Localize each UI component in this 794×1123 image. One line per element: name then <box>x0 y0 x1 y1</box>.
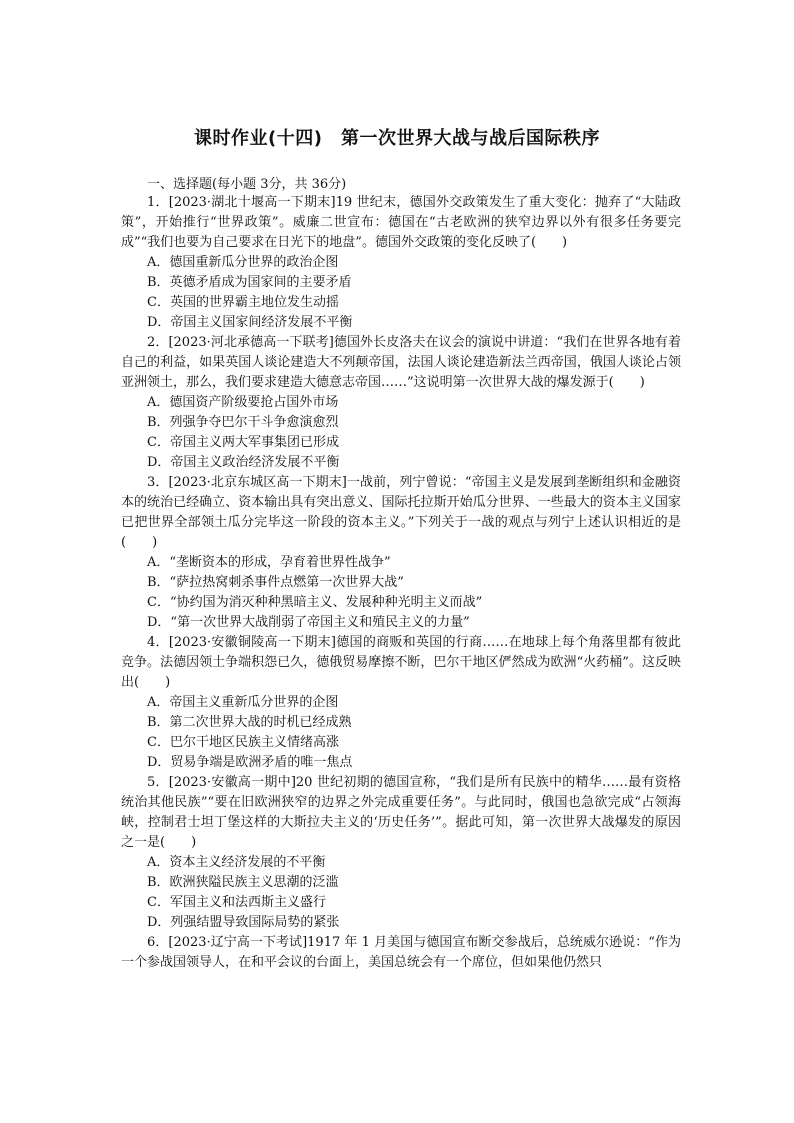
question-stem: 3．[2023·北京东城区高一下期末]一战前，列宁曾说：“帝国主义是发展到垄断组织和金融资本的统治已经确立、资本输出具有突出意义、国际托拉斯开始瓜分世界、一些最大的资本主义国家已把世界全部领土瓜分完毕这一阶段的资本主义。”下列关于一战的观点与列宁上述认识相近的是( ) <box>121 475 681 550</box>
question-stem: 2．[2023·河北承德高一下联考]德国外长皮洛夫在议会的演说中讲道：“我们在世界各地有着自己的利益，如果英国人谈论建造大不列颠帝国，法国人谈论建造新法兰西帝国，俄国人谈论占领亚洲领土，那么，我们要求建造大德意志帝国……”这说明第一次世界大战的爆发源于( ) <box>121 335 681 390</box>
option-d: D．贸易争端是欧洲矛盾的唯一焦点 <box>147 755 353 770</box>
option-b: B．“萨拉热窝刺杀事件点燃第一次世界大战” <box>147 575 404 590</box>
option-a: A．资本主义经济发展的不平衡 <box>147 855 326 870</box>
option-d: D．帝国主义国家间经济发展不平衡 <box>147 315 353 330</box>
option-b: B．欧洲狭隘民族主义思潮的泛滥 <box>147 875 339 890</box>
option-d: D．列强结盟导致国际局势的紧张 <box>147 915 340 930</box>
option-a: A．德国重新瓜分世界的政治企图 <box>147 255 339 270</box>
question-stem: 4．[2023·安徽铜陵高一下期末]德国的商贩和英国的行商……在地球上每个角落里都有彼此竞争。法德因领土争端积怨已久，德俄贸易摩擦不断，巴尔干地区俨然成为欧洲“火药桶”。这反映出( ) <box>121 635 681 690</box>
page-title: 课时作业(十四) 第一次世界大战与战后国际秩序 <box>194 128 600 149</box>
option-c: C．巴尔干地区民族主义情绪高涨 <box>147 735 339 750</box>
section-heading: 一、选择题(每小题 3分，共 36分) <box>147 177 347 192</box>
question-6 <box>121 933 681 973</box>
question-2 <box>121 333 681 473</box>
option-b: B．列强争夺巴尔干斗争愈演愈烈 <box>147 415 339 430</box>
question-3 <box>121 473 681 633</box>
option-a: A．帝国主义重新瓜分世界的企图 <box>147 695 339 710</box>
option-c: C．帝国主义两大军事集团已形成 <box>147 435 339 450</box>
question-1 <box>121 193 681 333</box>
question-5 <box>121 773 681 933</box>
option-d: D．帝国主义政治经济发展不平衡 <box>147 455 340 470</box>
question-stem: 1．[2023·湖北十堰高一下期末]19 世纪末，德国外交政策发生了重大变化：抛弃了“大陆政策”，开始推行“世界政策”。威廉二世宣布：德国在“古老欧洲的狭窄边界以外有很多任务要完成”“我们也要为自己要求在日光下的地盘”。德国外交政策的变化反映了( ) <box>121 195 681 250</box>
option-a: A．德国资产阶级要抢占国外市场 <box>147 395 339 410</box>
option-b: B．英德矛盾成为国家间的主要矛盾 <box>147 275 352 290</box>
option-c: C．军国主义和法西斯主义盛行 <box>147 895 326 910</box>
question-stem: 6．[2023·辽宁高一下考试]1917 年 1 月美国与德国宣布断交参战后，总统威尔逊说：“作为一个参战国领导人，在和平会议的台面上，美国总统会有一个席位，但如果他仍然只 <box>121 935 681 970</box>
option-d: D．“第一次世界大战削弱了帝国主义和殖民主义的力量” <box>147 615 470 630</box>
question-list <box>121 193 681 973</box>
option-c: C．英国的世界霸主地位发生动摇 <box>147 295 339 310</box>
option-c: C．“协约国为消灭种种黑暗主义、发展种种光明主义而战” <box>147 595 483 610</box>
question-stem: 5．[2023·安徽高一期中]20 世纪初期的德国宣称，“我们是所有民族中的精华……最有资格统治其他民族”“要在旧欧洲狭窄的边界之外完成重要任务”。与此同时，俄国也急欲完成“占领海峡，控制君士坦丁堡这样的大斯拉夫主义的‘历史任务’”。据此可知，第一次世界大战爆发的原因之一是( ) <box>121 775 681 850</box>
option-b: B．第二次世界大战的时机已经成熟 <box>147 715 352 730</box>
option-a: A．“垄断资本的形成，孕育着世界性战争” <box>147 555 391 570</box>
question-4 <box>121 633 681 773</box>
